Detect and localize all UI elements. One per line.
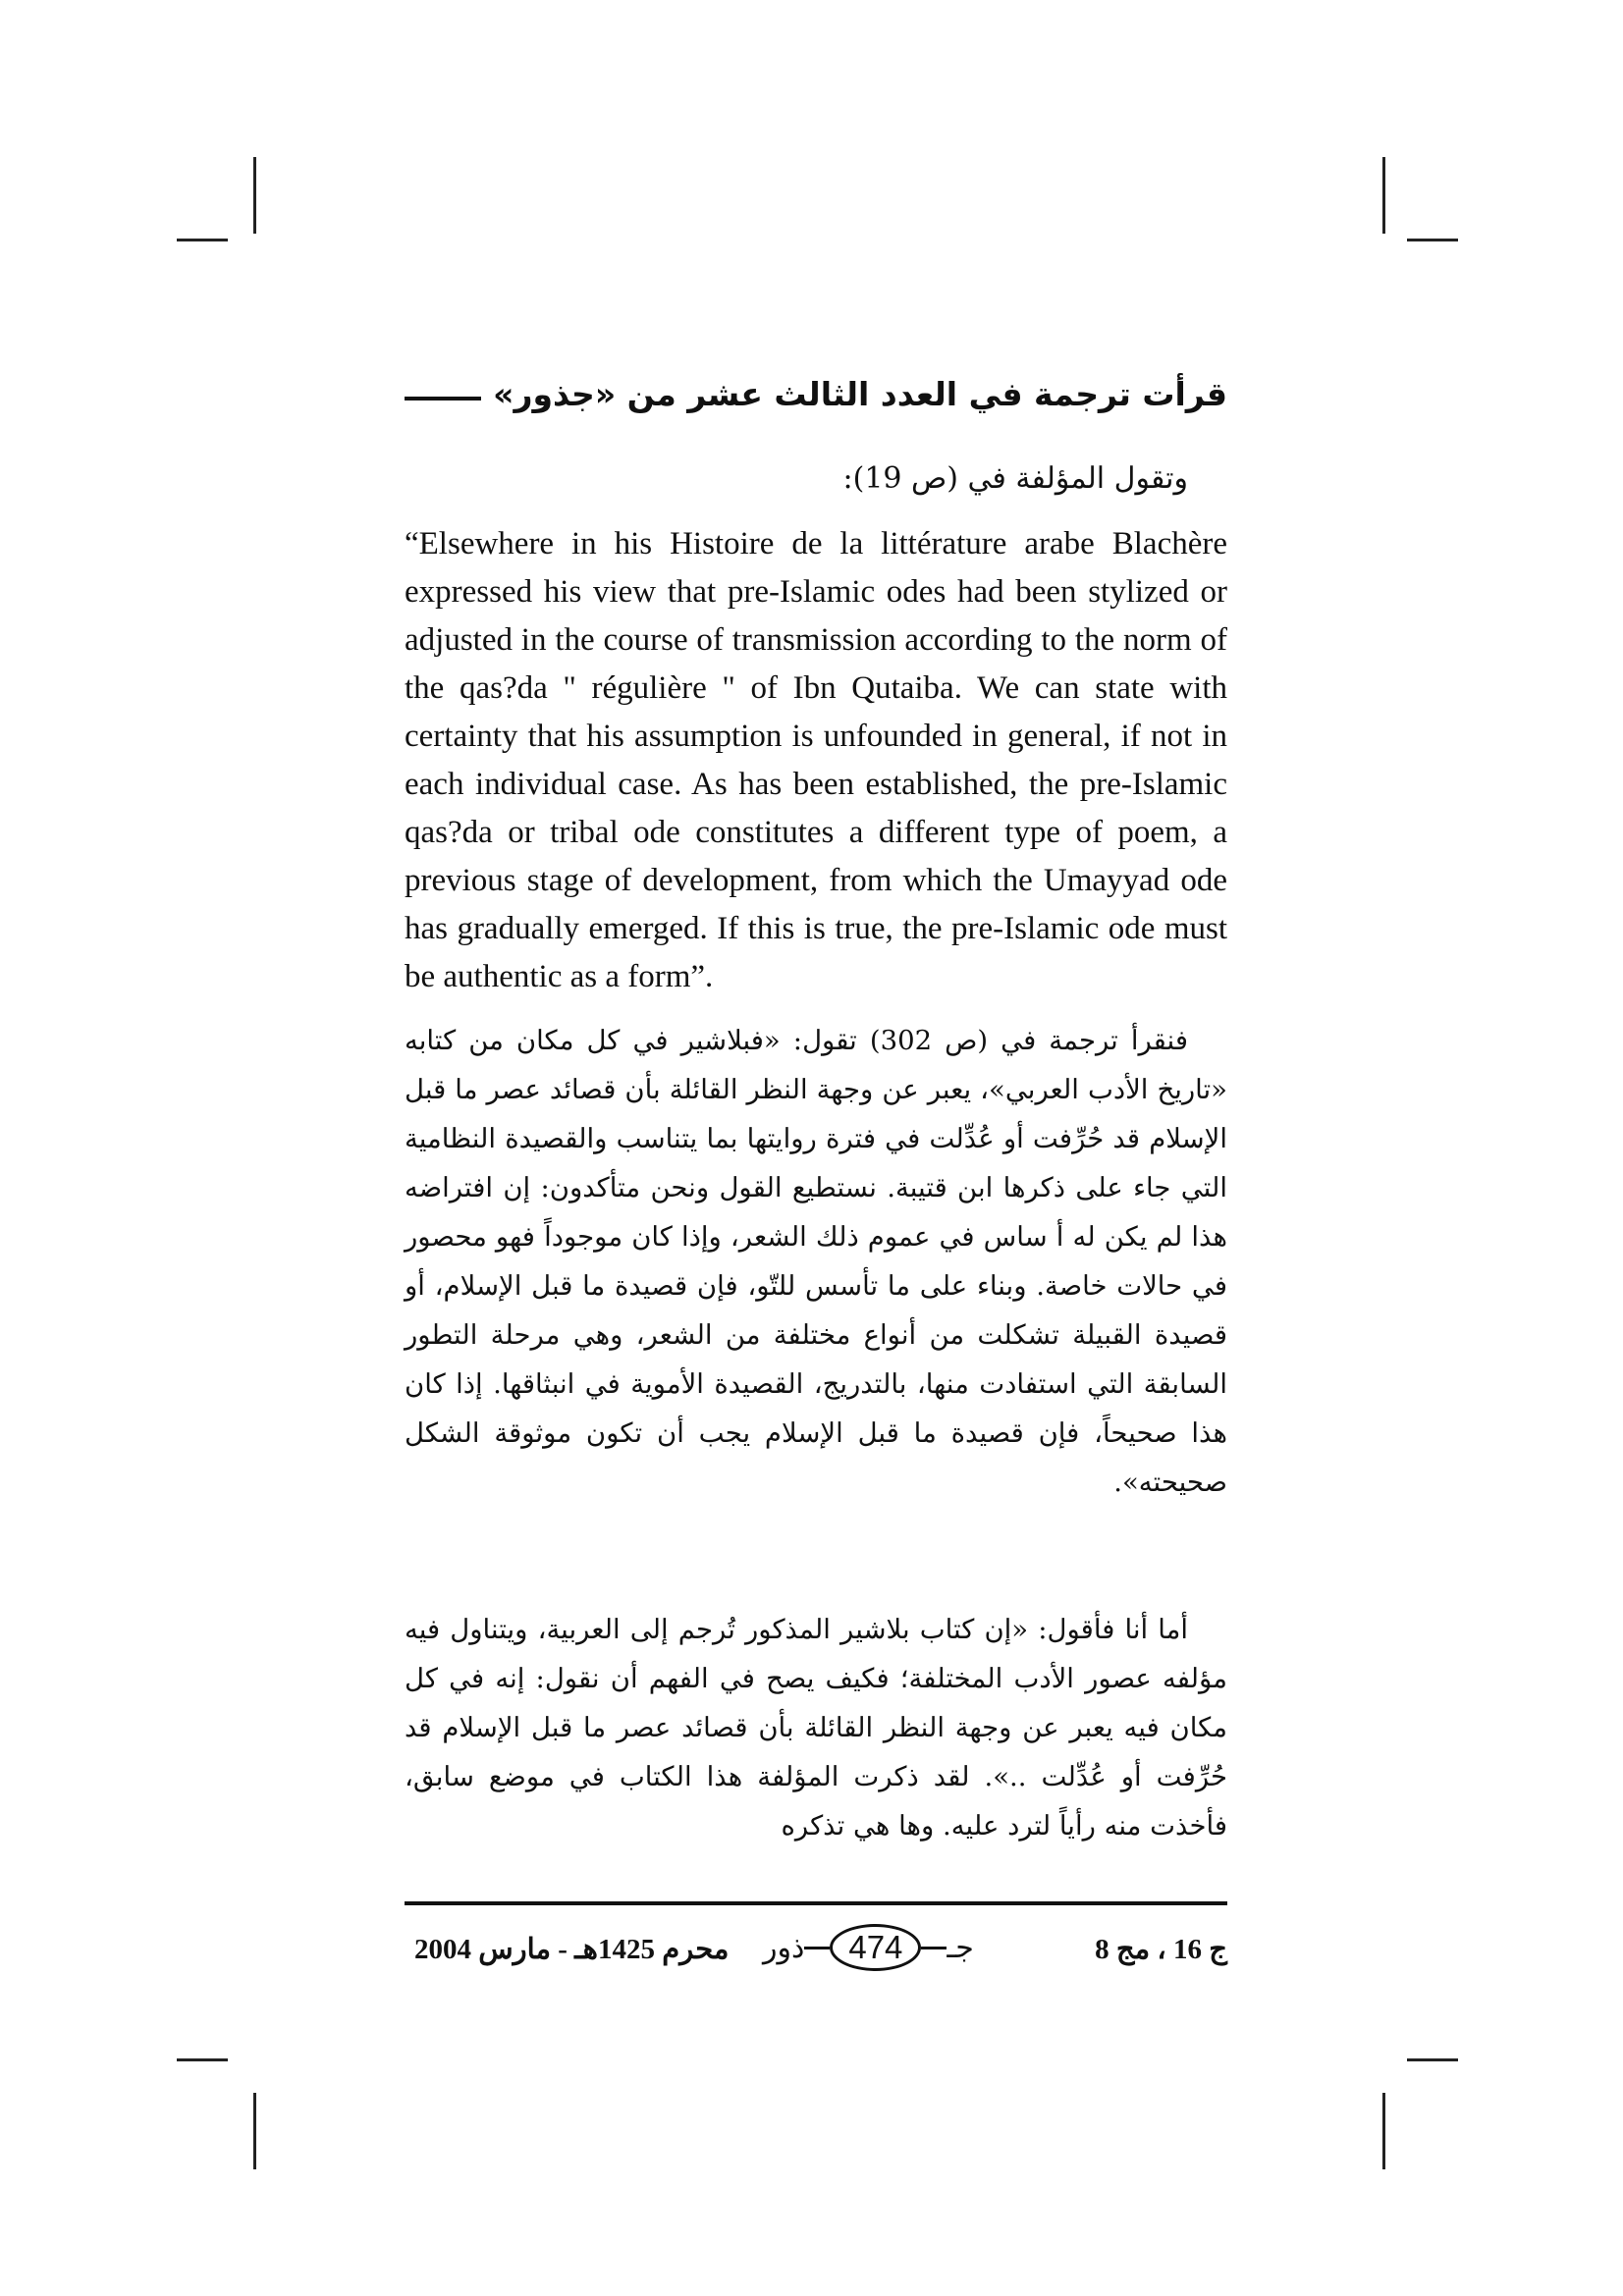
journal-name-left: ذور	[763, 1930, 805, 1965]
crop-mark-top-left-horizontal	[177, 239, 228, 241]
journal-connector-left	[804, 1947, 830, 1949]
journal-connector-right	[921, 1947, 947, 1949]
issue-info: ج 16 ، مج 8	[1095, 1934, 1227, 1965]
header-rule	[405, 397, 481, 400]
crop-mark-bottom-left-vertical	[253, 2093, 256, 2169]
page-content	[405, 363, 1227, 1973]
journal-name-right: جـ	[947, 1930, 974, 1965]
page-footer	[405, 1924, 1227, 1979]
crop-mark-bottom-right-horizontal	[1407, 2058, 1458, 2061]
arabic-paragraph-2: أما أنا فأقول: «إن كتاب بلاشير المذكور تُرجم إلى العربية، ويتناول فيه مؤلفه عصور الأدب المختلفة؛ فكيف يصح في الفهم أن نقول: إنه في كل مكان فيه يعبر عن وجهة النظر القائلة بأن قصائد عصر ما قبل الإسلام قد حُرِّفت أو عُدِّلت ..». لقد ذكرت المؤلفة هذا الكتاب في موضع سابق، فأخذت منه رأياً لترد عليه. وها هي تذكره	[405, 1614, 1227, 1842]
crop-mark-top-left-vertical	[253, 157, 256, 234]
running-title: قرأت ترجمة في العدد الثالث عشر من «جذور»	[493, 375, 1227, 413]
journal-logo	[763, 1924, 974, 1971]
footer-rule	[405, 1901, 1227, 1905]
intro-line: وتقول المؤلفة في (ص 19):	[842, 461, 1188, 496]
crop-mark-bottom-right-vertical	[1382, 2093, 1385, 2169]
crop-mark-bottom-left-horizontal	[177, 2058, 228, 2061]
page-number: 474	[830, 1924, 921, 1971]
running-header	[405, 375, 1227, 413]
arabic-paragraph-1: فنقرأ ترجمة في (ص 302) تقول: «فبلاشير في كل مكان من كتابه «تاريخ الأدب العربي»، يعبر عن وجهة النظر القائلة بأن قصائد عصر ما قبل الإسلام قد حُرِّفت أو عُدِّلت في فترة روايتها بما يتناسب والقصيدة النظامية التي جاء على ذكرها ابن قتيبة. نستطيع القول ونحن متأكدون: إن افتراضه هذا لم يكن له أ ساس في عموم ذلك الشعر، وإذا كان موجوداً فهو محصور في حالات خاصة. وبناء على ما تأسس للتّو، فإن قصيدة ما قبل الإسلام، أو قصيدة القبيلة تشكلت من أنواع مختلفة من الشعر، وهي مرحلة التطور السابقة التي استفادت منها، بالتدريج، القصيدة الأموية في انبثاقها. إذا كان هذا صحيحاً، فإن قصيدة ما قبل الإسلام يجب أن تكون موثوقة الشكل صحيحته».	[405, 1025, 1227, 1498]
issue-date: محرم 1425هـ - مارس 2004	[414, 1934, 730, 1965]
english-quote: “Elsewhere in his Histoire de la littérature arabe Blachère expressed his view that pre-Islamic odes had been stylized or adjusted in the course of transmission according to the norm of the qas?da " régulière " of Ibn Qutaiba. We can state with certainty that his assumption is unfounded in general, if not in each individual case. As has been established, the pre-Islamic qas?da or tribal ode constitutes a different type of poem, a previous stage of development, from which the Umayyad ode has gradually emerged. If this is true, the pre-Islamic ode must be authentic as a form”.	[405, 526, 1227, 994]
crop-mark-top-right-horizontal	[1407, 239, 1458, 241]
crop-mark-top-right-vertical	[1382, 157, 1385, 234]
